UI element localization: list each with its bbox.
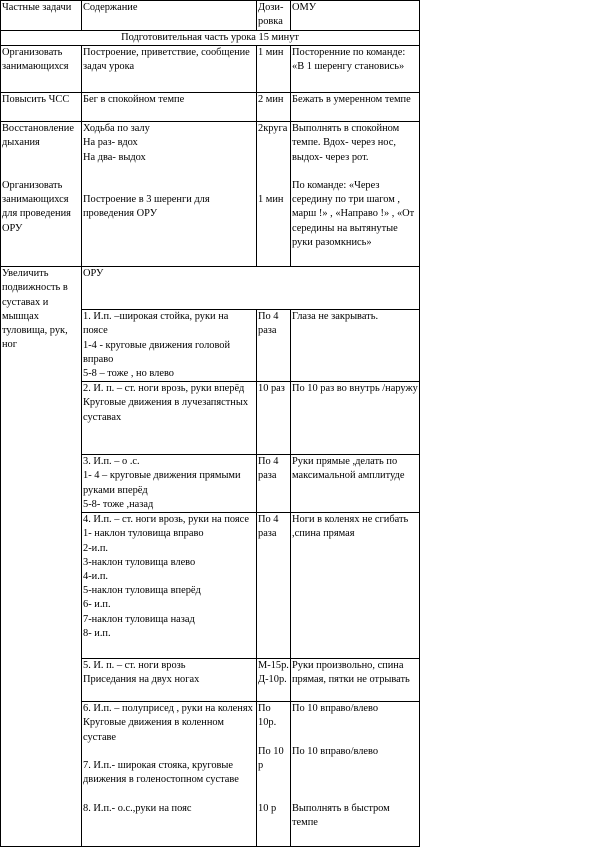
task-cell: Организовать занимающихся: [1, 46, 82, 93]
dose-cell: 2 мин: [257, 93, 291, 122]
content-cell: 2. И. п. – ст. ноги врозь, руки вперёд Круговые движения в лучезапястных суставах: [82, 382, 257, 455]
oru-task-cell: Увеличить подвижность в суставах и мышцах туловища, рук, ног: [1, 267, 82, 847]
content-cell: 3. И.п. – о .с. 1- 4 – круговые движения прямыми руками вперёд 5-8- тоже ,назад: [82, 455, 257, 513]
omu-cell: По 10 раз во внутрь /наружу: [291, 382, 420, 455]
content-cell: 6. И.п. – полуприсед , руки на коленях Круговые движения в коленном суставе 7. И.п.- широкая стояка, круговые движения в голеностопном суставе 8. И.п.- о.с.,руки на пояс: [82, 702, 257, 847]
dose-cell: По 10р. По 10 р 10 р: [257, 702, 291, 847]
dose-cell: По 4 раза: [257, 455, 291, 513]
omu-cell: Руки прямые ,делать по максимальной амплитуде: [291, 455, 420, 513]
task-cell: Повысить ЧСС: [1, 93, 82, 122]
content-cell: 4. И.п. – ст. ноги врозь, руки на поясе 1- наклон туловища вправо 2-и.п. 3-наклон туловища влево 4-и.п. 5-наклон туловища вперёд 6- и.п. 7-наклон туловища назад 8- и.п.: [82, 513, 257, 659]
header-omu: ОМУ: [291, 1, 420, 31]
content-cell: 5. И. п. – ст. ноги врозь Приседания на двух ногах: [82, 659, 257, 702]
omu-cell: Ноги в коленях не сгибать ,спина прямая: [291, 513, 420, 659]
header-content: Содержание: [82, 1, 257, 31]
table-row: [1, 267, 420, 310]
section-row: [1, 31, 420, 46]
header-tasks: Частные задачи: [1, 1, 82, 31]
dose-cell: По 4 раза: [257, 310, 291, 382]
content-cell: Построение, приветствие, сообщение задач урока: [82, 46, 257, 93]
omu-cell: Посторенние по команде: «В 1 шеренгу становись»: [291, 46, 420, 93]
header-dosage: Дози- ровка: [257, 1, 291, 31]
task-cell: Восстановление дыхания Организовать занимающихся для проведения ОРУ: [1, 122, 82, 267]
table-header-row: [1, 1, 420, 31]
content-cell: Ходьба по залу На раз- вдох На два- выдох Построение в 3 шеренги для проведения ОРУ: [82, 122, 257, 267]
section-title: Подготовительная часть урока 15 минут: [1, 31, 420, 46]
dose-cell: По 4 раза: [257, 513, 291, 659]
omu-cell: Бежать в умеренном темпе: [291, 93, 420, 122]
dose-cell: 2круга 1 мин: [257, 122, 291, 267]
content-cell: 1. И.п. –широкая стойка, руки на поясе 1-4 - круговые движения головой вправо 5-8 – тоже , но влево: [82, 310, 257, 382]
dose-cell: М-15р. Д-10р.: [257, 659, 291, 702]
omu-cell: Глаза не закрывать.: [291, 310, 420, 382]
table-row: [1, 93, 420, 122]
table-row: [1, 122, 420, 267]
table-row: [1, 46, 420, 93]
oru-title-cell: ОРУ: [82, 267, 420, 310]
omu-cell: Выполнять в спокойном темпе. Вдох- через нос, выдох- через рот. По команде: «Через середину по три шагом , марш !» , «Направо !» , «От середины на вытянутые руки разомкнись»: [291, 122, 420, 267]
omu-cell: Руки произвольно, спина прямая, пятки не отрывать: [291, 659, 420, 702]
omu-cell: По 10 вправо/влево По 10 вправо/влево Выполнять в быстром темпе: [291, 702, 420, 847]
dose-cell: 1 мин: [257, 46, 291, 93]
content-cell: Бег в спокойном темпе: [82, 93, 257, 122]
dose-cell: 10 раз: [257, 382, 291, 455]
